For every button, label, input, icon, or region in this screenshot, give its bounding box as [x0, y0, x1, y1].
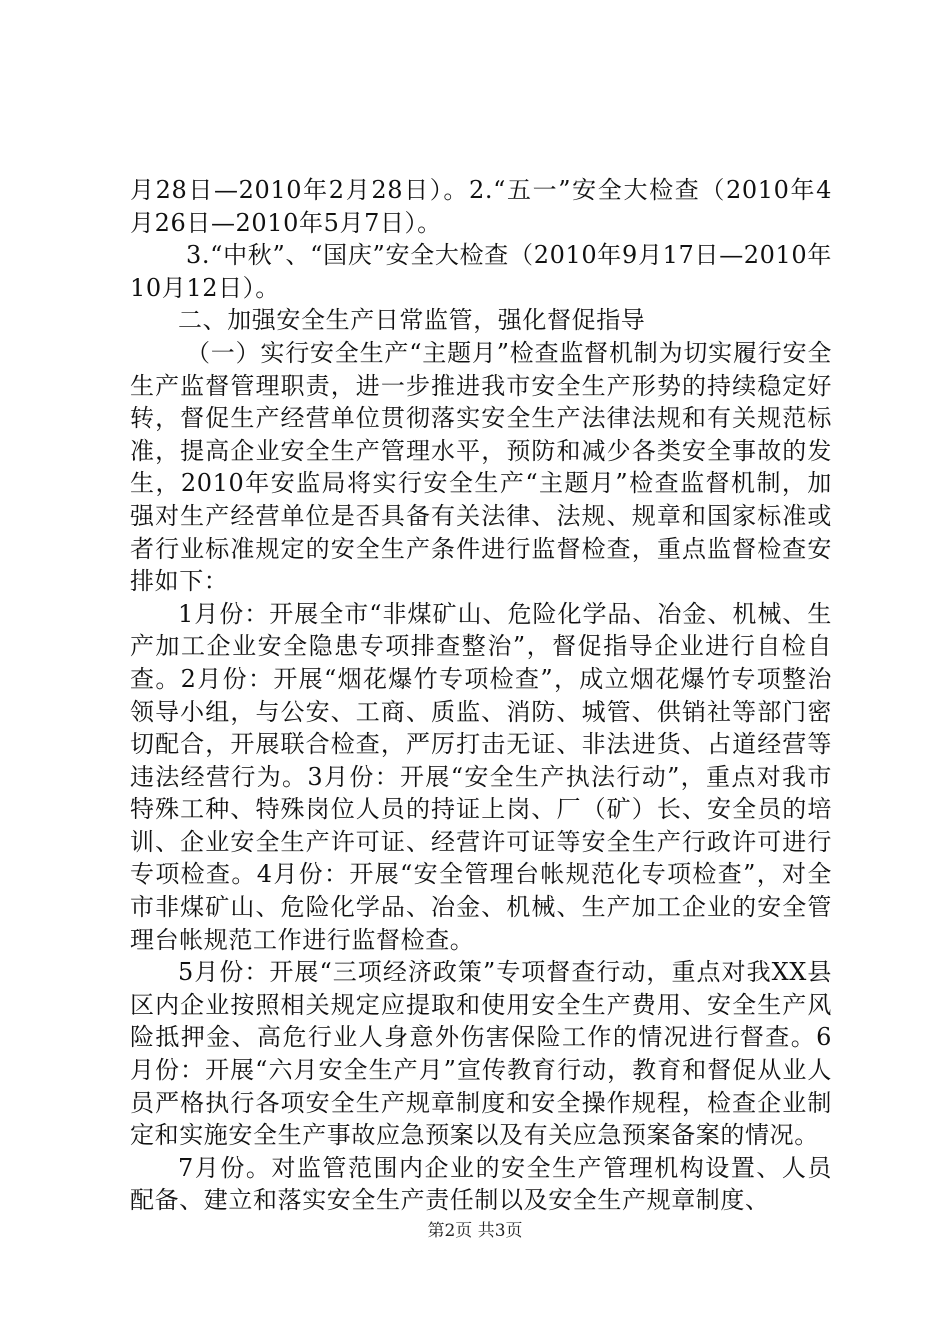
paragraph-theme-month: （一）实行安全生产“主题月”检查监督机制为切实履行安全生产监督管理职责，进一步推进我市安全生产形势的持续稳定好转，督促生产经营单位贯彻落实安全生产法律法规和有关规范标准，提高企业安全生产管理水平，预防和减少各类安全事故的发生，2010年安监局将实行安全生产“主题月”检查监督机制，加强对生产经营单位是否具备有关法律、法规、规章和国家标准或者行业标准规定的安全生产条件进行监督检查，重点监督检查安排如下： [130, 338, 832, 596]
paragraph-holiday-inspection: 3.“中秋”、“国庆”安全大检查（2010年9月17日—2010年10月12日）。 [130, 241, 832, 302]
page-footer: 第2页 共3页 [427, 1221, 523, 1241]
paragraph-continuation: 月28日—2010年2月28日）。2.“五一”安全大检查（2010年4月26日—2010年5月7日）。 [130, 176, 832, 237]
document-body [130, 174, 832, 1217]
section-heading: 二、加强安全生产日常监管，强化督促指导 [178, 306, 646, 335]
paragraph-jan-apr: 1月份：开展全市“非煤矿山、危险化学品、冶金、机械、生产加工企业安全隐患专项排查整治”，督促指导企业进行自检自查。2月份：开展“烟花爆竹专项检查”，成立烟花爆竹专项整治领导小组，与公安、工商、质监、消防、城管、供销社等部门密切配合，开展联合检查，严厉打击无证、非法进货、占道经营等违法经营行为。3月份：开展“安全生产执法行动”，重点对我市特殊工种、特殊岗位人员的持证上岗、厂（矿）长、安全员的培训、企业安全生产许可证、经营许可证等安全生产行政许可进行专项检查。4月份：开展“安全管理台帐规范化专项检查”，对全市非煤矿山、危险化学品、冶金、机械、生产加工企业的安全管理台帐规范工作进行监督检查。 [130, 599, 832, 954]
paragraph-may-jun: 5月份：开展“三项经济政策”专项督查行动，重点对我XX县区内企业按照相关规定应提取和使用安全生产费用、安全生产风险抵押金、高危行业人身意外伤害保险工作的情况进行督查。6月份：开展“六月安全生产月”宣传教育行动，教育和督促从业人员严格执行各项安全生产规章制度和安全操作规程，检查企业制定和实施安全生产事故应急预案以及有关应急预案备案的情况。 [130, 958, 832, 1150]
paragraph-jul: 7月份。对监管范围内企业的安全生产管理机构设置、人员配备、建立和落实安全生产责任制以及安全生产规章制度、 [130, 1153, 832, 1215]
